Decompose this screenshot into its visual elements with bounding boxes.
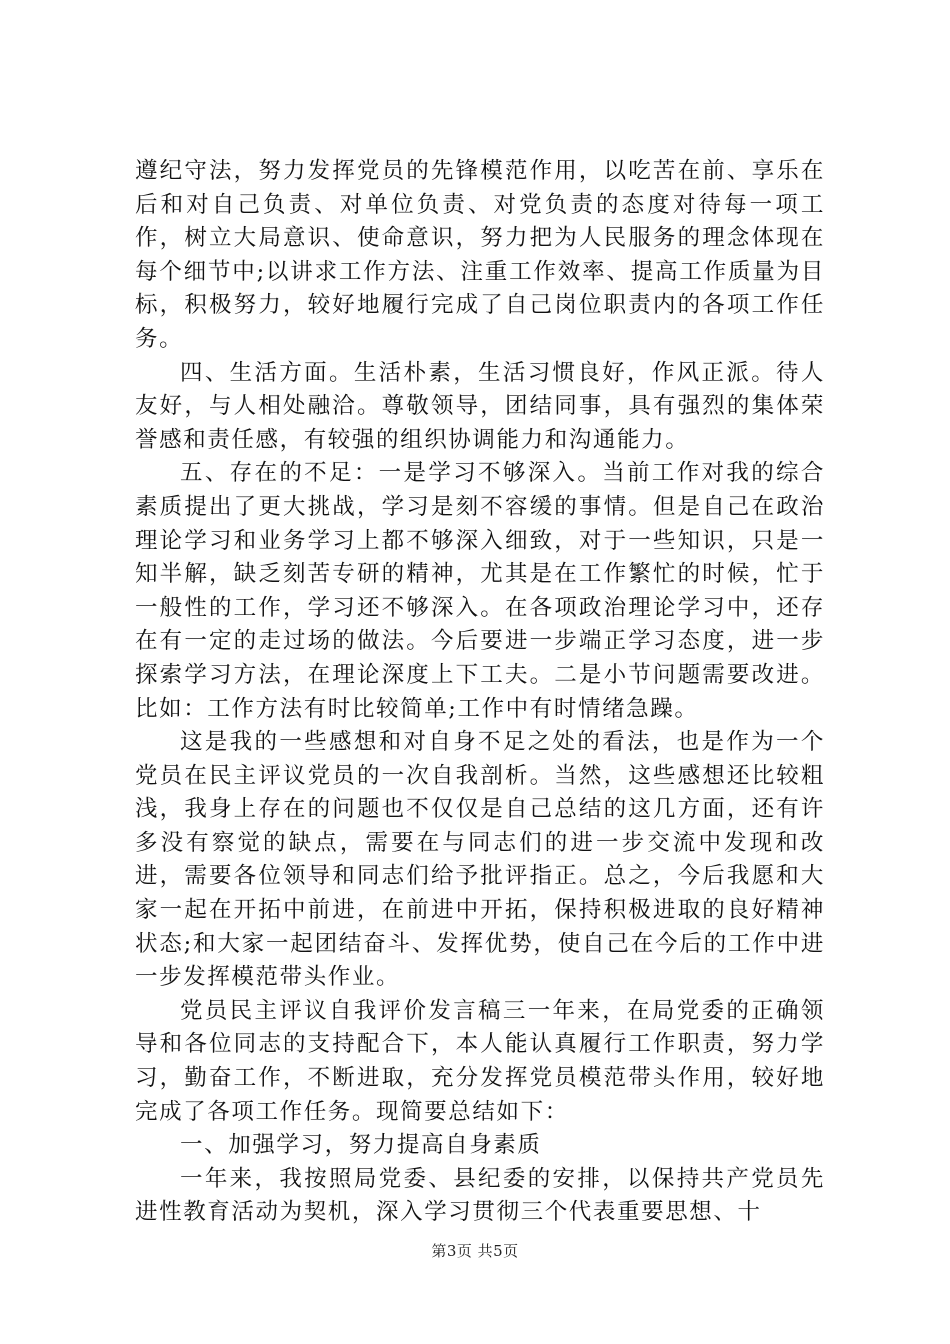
section-heading-strengthen-study: 一、加强学习，努力提高自身素质	[180, 1132, 542, 1159]
paragraph-life-aspect: 四、生活方面。生活朴素，生活习惯良好，作风正派。待人友好，与人相处融洽。尊敬领导，团结同事，具有强烈的集体荣誉感和责任感，有较强的组织协调能力和沟通能力。	[135, 359, 825, 453]
document-body	[135, 155, 825, 1230]
paragraph-continuation: 遵纪守法，努力发挥党员的先锋模范作用，以吃苦在前、享乐在后和对自己负责、对单位负责、对党负责的态度对待每一项工作，树立大局意识、使命意识，努力把为人民服务的理念体现在每个细节中;以讲求工作方法、注重工作效率、提高工作质量为目标，积极努力，较好地履行完成了自己岗位职责内的各项工作任务。	[135, 158, 825, 352]
paragraph-shortcomings: 五、存在的不足：一是学习不够深入。当前工作对我的综合素质提出了更大挑战，学习是刻不容缓的事情。但是自己在政治理论学习和业务学习上都不够深入细致，对于一些知识，只是一知半解，缺乏刻苦专研的精神，尤其是在工作繁忙的时候，忙于一般性的工作，学习还不够深入。在各项政治理论学习中，还存在有一定的走过场的做法。今后要进一步端正学习态度，进一步探索学习方法，在理论深度上下工夫。二是小节问题需要改进。比如：工作方法有时比较简单;工作中有时情绪急躁。	[135, 460, 825, 722]
paragraph-study-details: 一年来，我按照局党委、县纪委的安排，以保持共产党员先进性教育活动为契机，深入学习贯彻三个代表重要思想、十	[135, 1165, 825, 1226]
paragraph-reflection: 这是我的一些感想和对自身不足之处的看法，也是作为一个党员在民主评议党员的一次自我剖析。当然，这些感想还比较粗浅，我身上存在的问题也不仅仅是自己总结的这几方面，还有许多没有察觉的缺点，需要在与同志们的进一步交流中发现和改进，需要各位领导和同志们给予批评指正。总之，今后我愿和大家一起在开拓中前进，在前进中开拓，保持积极进取的良好精神状态;和大家一起团结奋斗、发挥优势，使自己在今后的工作中进一步发挥模范带头作业。	[135, 729, 825, 991]
paragraph-speech-three-intro: 党员民主评议自我评价发言稿三一年来，在局党委的正确领导和各位同志的支持配合下，本人能认真履行工作职责，努力学习，勤奋工作，不断进取，充分发挥党员模范带头作用，较好地完成了各项工作任务。现简要总结如下：	[135, 997, 825, 1125]
page-number-footer: 第3页 共5页	[431, 1242, 519, 1260]
